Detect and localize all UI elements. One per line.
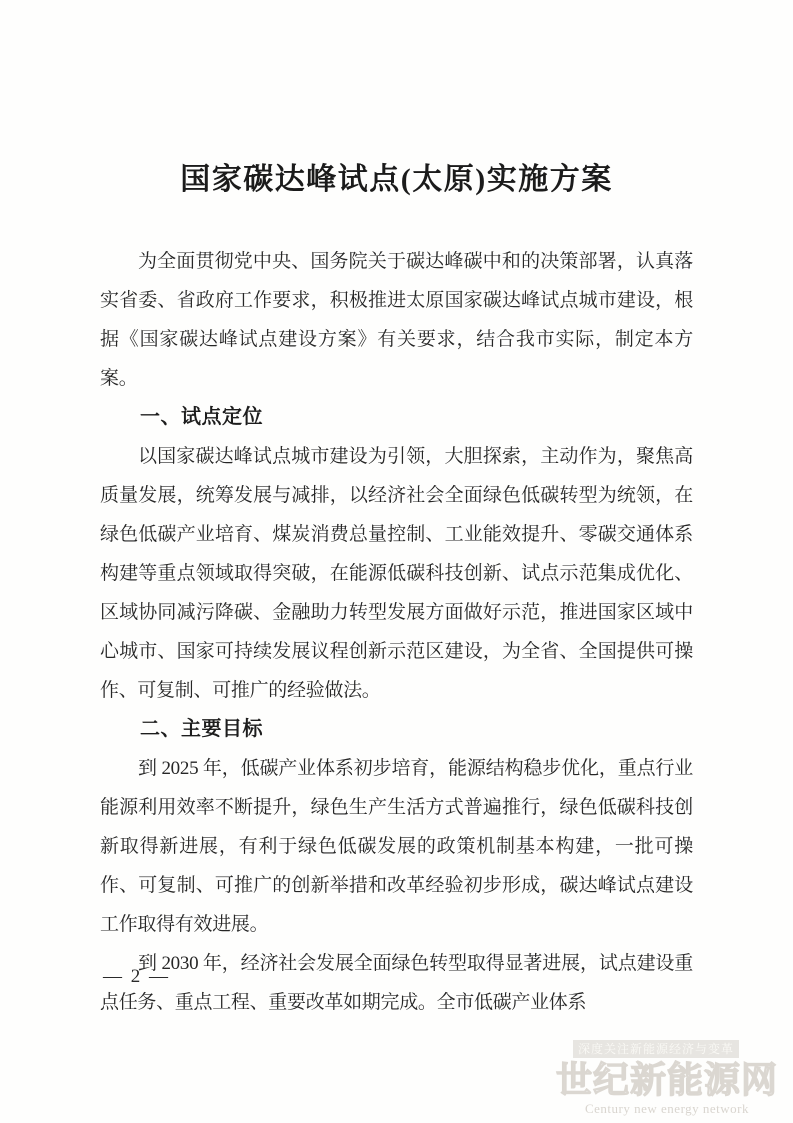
paragraph-goals-2030: 到 2030 年，经济社会发展全面绿色转型取得显著进展，试点建设重点任务、重点工程、重要改革如期完成。全市低碳产业体系 [100,953,693,1013]
page-number: — 2 — [103,966,170,987]
paragraph-goals-2025: 到 2025 年，低碳产业体系初步培育，能源结构稳步优化，重点行业能源利用效率不断提升，绿色生产生活方式普遍推行，绿色低碳科技创新取得新进展，有利于绿色低碳发展的政策机制基本构建，一批可操作、可复制、可推广的创新举措和改革经验初步形成，碳达峰试点建设工作取得有效进展。 [100,758,693,935]
document-content [100,0,693,1022]
watermark-banner: 深度关注新能源经济与变革 [573,1040,739,1058]
heading-pilot-positioning: 一、试点定位 [140,406,263,428]
heading-main-goals: 二、主要目标 [140,718,263,740]
paragraph-intro: 为全面贯彻党中央、国务院关于碳达峰碳中和的决策部署，认真落实省委、省政府工作要求，积极推进太原国家碳达峰试点城市建设，根据《国家碳达峰试点建设方案》有关要求，结合我市实际，制定本方案。 [100,251,693,389]
watermark [551,1040,783,1116]
paragraph-pilot-positioning: 以国家碳达峰试点城市建设为引领，大胆探索，主动作为，聚焦高质量发展，统筹发展与减排，以经济社会全面绿色低碳转型为统领，在绿色低碳产业培育、煤炭消费总量控制、工业能效提升、零碳交通体系构建等重点领域取得突破，在能源低碳科技创新、试点示范集成优化、区域协同减污降碳、金融助力转型发展方面做好示范，推进国家区域中心城市、国家可持续发展议程创新示范区建设，为全省、全国提供可操作、可复制、可推广的经验做法。 [100,446,693,701]
document-title: 国家碳达峰试点(太原)实施方案 [180,163,613,196]
watermark-caption: Century new energy network [584,1101,750,1116]
watermark-site-name: 世纪新能源网 [555,1059,778,1100]
